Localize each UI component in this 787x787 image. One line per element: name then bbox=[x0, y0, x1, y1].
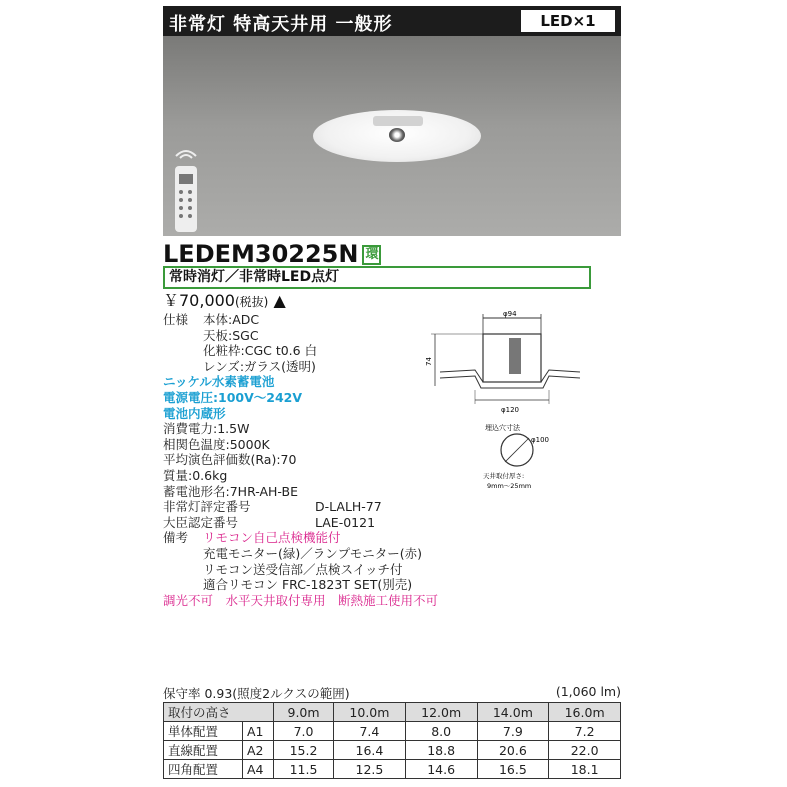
table-cell: 8.0 bbox=[405, 722, 477, 741]
lighting-mode: 常時消灯／非常時LED点灯 bbox=[163, 266, 591, 289]
rating-label: 非常灯評定番号 bbox=[163, 499, 251, 515]
spec-battery-built-in: 電池内蔵形 bbox=[163, 405, 226, 421]
table-cell: 7.4 bbox=[334, 722, 406, 741]
row-code: A1 bbox=[243, 722, 274, 741]
spec-top: 天板:SGC bbox=[203, 327, 259, 343]
row-label: 四角配置 bbox=[164, 760, 243, 779]
table-cell: 22.0 bbox=[549, 741, 621, 760]
table-cell: 18.1 bbox=[549, 760, 621, 779]
header-cell: 12.0m bbox=[405, 703, 477, 722]
price bbox=[163, 288, 286, 311]
table-row bbox=[164, 741, 621, 760]
table-cell: 18.8 bbox=[405, 741, 477, 760]
table-cell: 16.4 bbox=[334, 741, 406, 760]
note-self-test: リモコン自己点検機能付 bbox=[203, 530, 341, 546]
table-cell: 15.2 bbox=[274, 741, 334, 760]
fixture-sensor-module bbox=[373, 116, 423, 126]
note-receiver: リモコン送受信部／点検スイッチ付 bbox=[203, 561, 403, 577]
signal-icon bbox=[173, 146, 199, 160]
note-remote: 適合リモコン FRC-1823T SET(別売) bbox=[203, 577, 413, 593]
cutout-dia: φ100 bbox=[531, 436, 549, 444]
table-cell: 20.6 bbox=[477, 741, 549, 760]
led-count-badge: LED×1 bbox=[521, 10, 615, 32]
cert-value: LAE-0121 bbox=[315, 514, 376, 530]
price-arrow-icon: ▲ bbox=[273, 291, 286, 310]
header-cell: 取付の高さ bbox=[164, 703, 274, 722]
table-cell: 7.2 bbox=[549, 722, 621, 741]
notes-label: 備考 bbox=[163, 530, 189, 546]
spec-body: 本体:ADC bbox=[203, 312, 260, 327]
spec-list bbox=[163, 312, 438, 608]
spec-cri: 平均演色評価数(Ra):70 bbox=[163, 452, 297, 468]
caption-left: 保守率 0.93(照度2ルクスの範囲) bbox=[163, 686, 350, 701]
row-code: A4 bbox=[243, 760, 274, 779]
spec-label: 仕様 bbox=[163, 312, 189, 327]
downlight-fixture bbox=[313, 110, 481, 162]
header-cell: 16.0m bbox=[549, 703, 621, 722]
dim-top-text: φ94 bbox=[503, 310, 517, 318]
tax-note: (税抜) bbox=[235, 295, 269, 309]
spec-voltage: 電源電圧:100V〜242V bbox=[163, 389, 303, 405]
product-photo bbox=[163, 36, 621, 236]
spec-frame: 化粧枠:CGC t0.6 白 bbox=[203, 343, 318, 359]
table-cell: 14.6 bbox=[405, 760, 477, 779]
illuminance-table bbox=[163, 702, 621, 779]
spec-mass: 質量:0.6kg bbox=[163, 467, 228, 483]
model-number bbox=[163, 240, 381, 268]
table-row bbox=[164, 760, 621, 779]
table-cell: 16.5 bbox=[477, 760, 549, 779]
spec-lens: レンズ:ガラス(透明) bbox=[203, 358, 316, 374]
spec-power: 消費電力:1.5W bbox=[163, 421, 250, 437]
dim-height-text: 74 bbox=[425, 357, 433, 366]
cutout-label: 埋込穴寸法 bbox=[485, 424, 520, 432]
ceiling-label: 天井取付厚さ: bbox=[483, 472, 525, 480]
price-value: ￥70,000 bbox=[163, 291, 235, 310]
row-code: A2 bbox=[243, 741, 274, 760]
spec-battery-model: 蓄電池形名:7HR-AH-BE bbox=[163, 483, 298, 499]
table-cell: 7.0 bbox=[274, 722, 334, 741]
table-cell: 12.5 bbox=[334, 760, 406, 779]
note-monitors: 充電モニター(緑)／ランプモニター(赤) bbox=[203, 545, 423, 561]
spec-battery-type: ニッケル水素蓄電池 bbox=[163, 374, 275, 390]
table-cell: 11.5 bbox=[274, 760, 334, 779]
caption-right: (1,060 lm) bbox=[555, 684, 621, 699]
header-cell: 14.0m bbox=[477, 703, 549, 722]
header-title: 非常灯 特高天井用 一般形 bbox=[169, 14, 393, 35]
row-label: 単体配置 bbox=[164, 722, 243, 741]
ceiling-range: 9mm〜25mm bbox=[487, 482, 532, 490]
model-text: LEDEM30225N bbox=[163, 240, 359, 268]
dim-bottom-text: φ120 bbox=[501, 406, 519, 414]
dimension-diagram bbox=[415, 308, 585, 498]
led-lens bbox=[389, 128, 405, 142]
spec-color-temp: 相関色温度:5000K bbox=[163, 436, 270, 452]
header-cell: 10.0m bbox=[334, 703, 406, 722]
warning-text: 調光不可 水平天井取付専用 断熱施工使用不可 bbox=[163, 592, 439, 608]
table-cell: 7.9 bbox=[477, 722, 549, 741]
table-header-row bbox=[164, 703, 621, 722]
cert-label: 大臣認定番号 bbox=[163, 514, 239, 530]
rating-value: D-LALH-77 bbox=[315, 499, 382, 515]
eco-mark-badge: 環 bbox=[362, 245, 381, 265]
table-caption bbox=[163, 684, 621, 702]
header-bar bbox=[163, 6, 621, 36]
remote-control-icon bbox=[175, 166, 197, 232]
header-cell: 9.0m bbox=[274, 703, 334, 722]
table-row bbox=[164, 722, 621, 741]
row-label: 直線配置 bbox=[164, 741, 243, 760]
